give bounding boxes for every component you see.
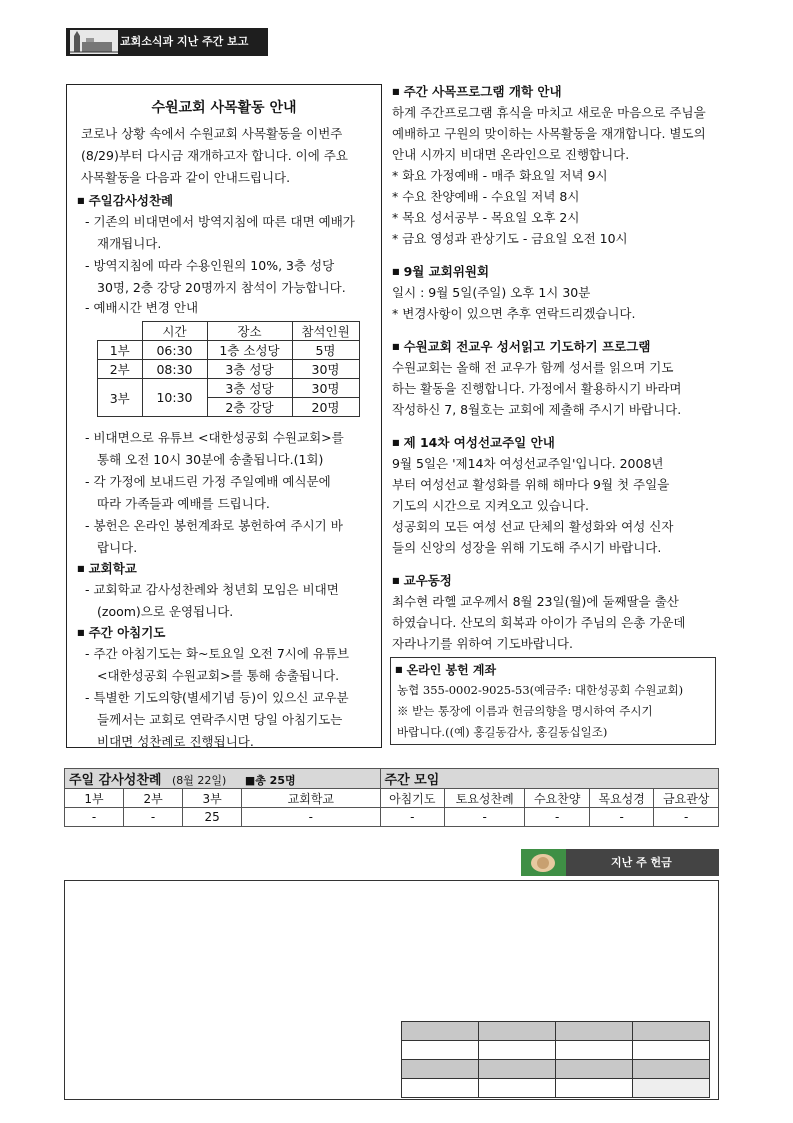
online-offering-box xyxy=(390,657,716,745)
text-line: * 변경사항이 있으면 추후 연락드리겠습니다. xyxy=(392,306,636,321)
text-line: 하였습니다. 산모의 회복과 아이가 주님의 은총 가운데 xyxy=(392,615,686,630)
text-line: 자라나기를 위하여 기도바랍니다. xyxy=(392,636,573,651)
section-heading: ■ 9월 교회위원회 xyxy=(392,262,489,282)
section-heading: ■ 교회학교 xyxy=(77,559,137,579)
text-line: 예배하고 구원의 맞이하는 사목활동을 재개합니다. 별도의 xyxy=(392,126,706,141)
offering-table xyxy=(401,1021,710,1098)
notice-title: 수원교회 사목활동 안내 xyxy=(151,100,297,116)
text-line: * 금요 영성과 관상기도 - 금요일 오전 10시 xyxy=(392,231,628,246)
text-line: 들의 신앙의 성장을 위해 기도해 주시기 바랍니다. xyxy=(392,540,662,555)
text-line: * 목요 성서공부 - 목요일 오후 2시 xyxy=(392,210,580,225)
text-line: 안내 시까지 비대면 온라인으로 진행합니다. xyxy=(392,147,630,162)
section-heading: ■ 제 14차 여성선교주일 안내 xyxy=(392,433,555,453)
text-line: ※ 받는 통장에 이름과 헌금의향을 명시하여 주시기 xyxy=(397,704,653,718)
text-line: <대한성공회 수원교회>를 통해 송출됩니다. xyxy=(97,668,340,683)
intro-line: 사목활동을 다음과 같이 안내드립니다. xyxy=(81,170,291,185)
text-line: 랍니다. xyxy=(97,540,138,555)
text-line: 따라 가족들과 예배를 드립니다. xyxy=(97,496,270,511)
text-line: 일시 : 9월 5일(주일) 오후 1시 30분 xyxy=(392,285,591,300)
table-row: 1부 06:30 1층 소성당 5명 xyxy=(98,341,360,360)
text-line: 바랍니다.((예) 홍길동감사, 홍길동십일조) xyxy=(397,725,608,739)
church-illustration-icon xyxy=(70,30,118,54)
text-line: - 비대면으로 유튜브 <대한성공회 수원교회>를 xyxy=(85,430,344,445)
table-row xyxy=(402,1041,710,1060)
table-header: 장소 xyxy=(207,322,292,341)
text-line: - 봉헌은 온라인 봉헌계좌로 봉헌하여 주시기 바 xyxy=(85,518,343,533)
table-row xyxy=(402,1060,710,1079)
table-header: 참석인원 xyxy=(292,322,359,341)
text-line: 재개됩니다. xyxy=(97,236,162,251)
intro-line: 코로나 상황 속에서 수원교회 사목활동을 이번주 xyxy=(81,126,343,141)
account-number: 농협 355-0002-9025-53(예금주: 대한성공회 수원교회) xyxy=(397,683,684,697)
text-line: - 교회학교 감사성찬례와 청년회 모임은 비대면 xyxy=(85,582,339,597)
section-header xyxy=(66,28,268,56)
text-line: 부터 여성선교 활성화를 위해 해마다 9월 첫 주일을 xyxy=(392,477,670,492)
table-row: 2층 강당 20명 xyxy=(98,398,360,417)
text-line: - 기존의 비대면에서 방역지침에 따른 대면 예배가 xyxy=(85,214,355,229)
table-row xyxy=(402,1079,710,1098)
offering-title: ■ 온라인 봉헌 계좌 xyxy=(395,660,496,680)
text-line: 하계 주간프로그램 휴식을 마치고 새로운 마음으로 주님을 xyxy=(392,105,706,120)
text-line: 비대면 성찬례로 진행됩니다. xyxy=(97,734,254,749)
section-heading: ■ 주일감사성찬례 xyxy=(77,191,173,211)
table-row: 3부 10:30 3층 성당 30명 xyxy=(98,379,360,398)
weekly-meeting-header: 주간 모임 xyxy=(380,769,718,789)
offering-header xyxy=(521,849,719,876)
notice-box xyxy=(66,84,382,748)
text-line: 기도의 시간으로 지켜오고 있습니다. xyxy=(392,498,590,513)
table-row: - - 25 - - - - - - xyxy=(65,808,719,827)
schedule-table xyxy=(97,321,360,417)
sunday-eucharist-header: 주일 감사성찬례 (8월 22일) ■총 25명 xyxy=(65,769,381,789)
text-line: - 예배시간 변경 안내 xyxy=(85,300,199,315)
text-line: 통해 오전 10시 30분에 송출됩니다.(1회) xyxy=(97,452,324,467)
text-line: 성공회의 모든 여성 선교 단체의 활성화와 여성 신자 xyxy=(392,519,674,534)
praying-hands-icon xyxy=(521,849,566,876)
section-heading: ■ 교우동정 xyxy=(392,571,452,591)
text-line: 작성하신 7, 8월호는 교회에 제출해 주시기 바랍니다. xyxy=(392,402,682,417)
text-line: - 각 가정에 보내드린 가정 주일예배 예식문에 xyxy=(85,474,331,489)
text-line: * 화요 가정예배 - 매주 화요일 저녁 9시 xyxy=(392,168,608,183)
text-line: 최수현 라헬 교우께서 8월 23일(월)에 둘째딸을 출산 xyxy=(392,594,679,609)
text-line: 하는 활동을 진행합니다. 가정에서 활용하시기 바라며 xyxy=(392,381,682,396)
table-row: 1부 2부 3부 교회학교 아침기도 토요성찬례 수요찬양 목요성경 금요관상 xyxy=(65,789,719,808)
table-header: 시간 xyxy=(142,322,207,341)
weekly-attendance-table xyxy=(64,768,719,827)
intro-line: (8/29)부터 다시금 재개하고자 합니다. 이에 주요 xyxy=(81,148,348,163)
text-line: 수원교회는 올해 전 교우가 함께 성서를 읽으며 기도 xyxy=(392,360,674,375)
text-line: - 주간 아침기도는 화~토요일 오전 7시에 유튜브 xyxy=(85,646,350,661)
text-line: 들께서는 교회로 연락주시면 당일 아침기도는 xyxy=(97,712,343,727)
offering-header-title: 지난 주 헌금 xyxy=(611,856,672,869)
text-line: (zoom)으로 운영됩니다. xyxy=(97,604,234,619)
header-title: 교회소식과 지난 주간 보고 xyxy=(120,35,249,48)
section-heading: ■ 주간 사목프로그램 개학 안내 xyxy=(392,82,562,102)
section-heading: ■ 주간 아침기도 xyxy=(77,623,165,643)
text-line: * 수요 찬양예배 - 수요일 저녁 8시 xyxy=(392,189,580,204)
table-row: 2부 08:30 3층 성당 30명 xyxy=(98,360,360,379)
text-line: 30명, 2층 강당 20명까지 참석이 가능합니다. xyxy=(97,280,346,295)
text-line: - 방역지침에 따라 수용인원의 10%, 3층 성당 xyxy=(85,258,335,273)
text-line: - 특별한 기도의향(별세기념 등)이 있으신 교우분 xyxy=(85,690,349,705)
text-line: 9월 5일은 '제14차 여성선교주일'입니다. 2008년 xyxy=(392,456,664,471)
section-heading: ■ 수원교회 전교우 성서읽고 기도하기 프로그램 xyxy=(392,337,650,357)
table-row xyxy=(402,1022,710,1041)
